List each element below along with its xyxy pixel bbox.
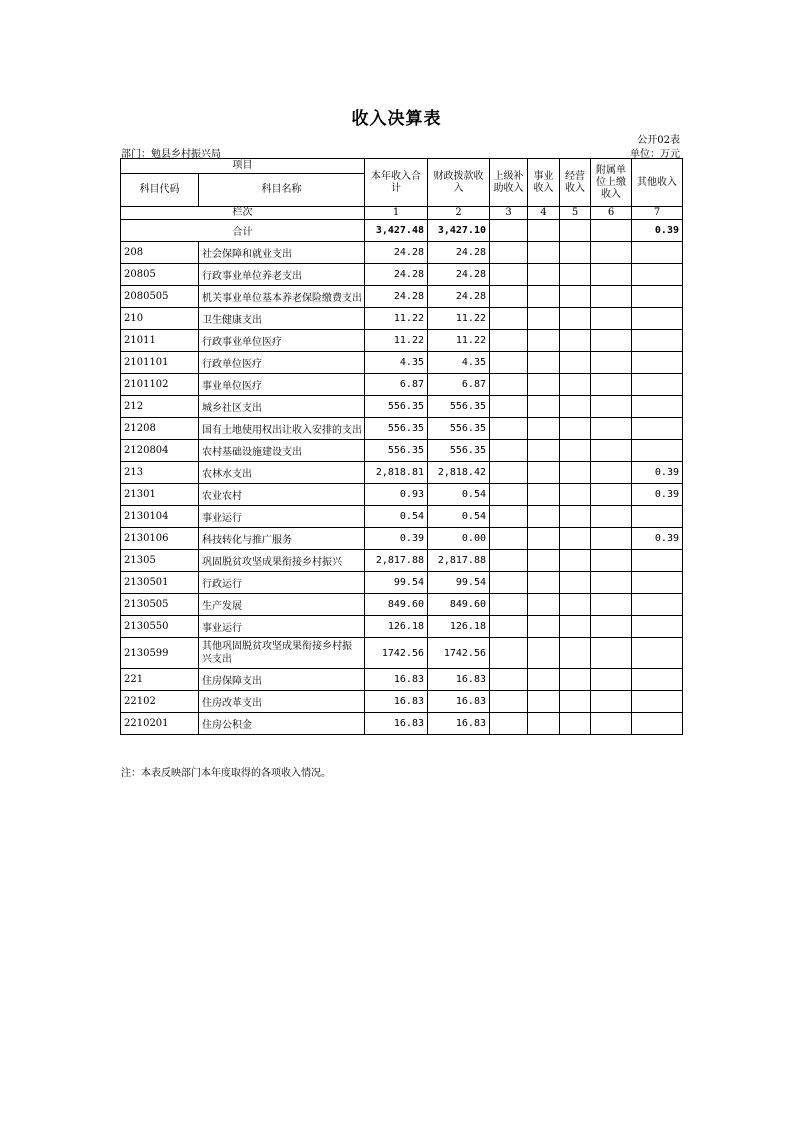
table-row xyxy=(121,528,683,550)
total-income-cell: 16.83 xyxy=(365,669,428,691)
total-label: 合计 xyxy=(121,220,365,242)
total-affiliated-cell xyxy=(591,220,632,242)
table-row xyxy=(121,352,683,374)
name-cell: 巩固脱贫攻坚成果衔接乡村振兴 xyxy=(199,550,365,572)
fiscal-cell: 0.54 xyxy=(428,484,490,506)
other-cell xyxy=(632,440,683,462)
affiliated-cell xyxy=(591,484,632,506)
department-label: 部门：勉县乡村振兴局 xyxy=(121,149,221,160)
name-cell: 事业运行 xyxy=(199,506,365,528)
business-cell xyxy=(528,286,560,308)
income-table xyxy=(120,158,683,735)
other-cell xyxy=(632,418,683,440)
total-income-cell: 126.18 xyxy=(365,616,428,638)
table-row xyxy=(121,330,683,352)
index-col: 3 xyxy=(490,207,528,220)
superior-cell xyxy=(490,462,528,484)
business-cell xyxy=(528,330,560,352)
affiliated-cell xyxy=(591,330,632,352)
fiscal-cell: 556.35 xyxy=(428,418,490,440)
total-income-cell: 16.83 xyxy=(365,691,428,713)
name-cell: 行政运行 xyxy=(199,572,365,594)
table-row xyxy=(121,374,683,396)
fiscal-cell: 24.28 xyxy=(428,286,490,308)
affiliated-cell xyxy=(591,264,632,286)
affiliated-cell xyxy=(591,506,632,528)
fiscal-cell: 24.28 xyxy=(428,264,490,286)
name-cell: 科技转化与推广服务 xyxy=(199,528,365,550)
total-income-cell: 6.87 xyxy=(365,374,428,396)
affiliated-cell xyxy=(591,286,632,308)
total-fiscal-cell: 3,427.10 xyxy=(428,220,490,242)
code-cell: 2130501 xyxy=(121,572,199,594)
name-cell: 农林水支出 xyxy=(199,462,365,484)
other-cell xyxy=(632,616,683,638)
operation-cell xyxy=(560,308,591,330)
total-income-cell: 24.28 xyxy=(365,242,428,264)
name-cell: 农村基础设施建设支出 xyxy=(199,440,365,462)
total-income-cell: 0.93 xyxy=(365,484,428,506)
header-row-1 xyxy=(121,159,683,174)
name-cell: 城乡社区支出 xyxy=(199,396,365,418)
affiliated-cell xyxy=(591,691,632,713)
fiscal-cell: 1742.56 xyxy=(428,638,490,669)
business-cell xyxy=(528,550,560,572)
code-cell: 21208 xyxy=(121,418,199,440)
other-cell xyxy=(632,308,683,330)
name-cell: 卫生健康支出 xyxy=(199,308,365,330)
name-cell: 机关事业单位基本养老保险缴费支出 xyxy=(199,286,365,308)
superior-cell xyxy=(490,506,528,528)
code-cell: 221 xyxy=(121,669,199,691)
other-cell xyxy=(632,572,683,594)
affiliated-cell xyxy=(591,713,632,735)
total-income-cell: 11.22 xyxy=(365,308,428,330)
name-cell: 行政事业单位养老支出 xyxy=(199,264,365,286)
business-cell xyxy=(528,352,560,374)
header-name: 科目名称 xyxy=(199,174,365,207)
table-row xyxy=(121,572,683,594)
table-row xyxy=(121,550,683,572)
operation-cell xyxy=(560,374,591,396)
table-row xyxy=(121,638,683,669)
code-cell: 208 xyxy=(121,242,199,264)
business-cell xyxy=(528,418,560,440)
superior-cell xyxy=(490,669,528,691)
other-cell: 0.39 xyxy=(632,528,683,550)
total-income-cell: 556.35 xyxy=(365,440,428,462)
code-cell: 213 xyxy=(121,462,199,484)
other-cell xyxy=(632,242,683,264)
table-row xyxy=(121,418,683,440)
index-col: 7 xyxy=(632,207,683,220)
total-income-cell: 1742.56 xyxy=(365,638,428,669)
other-cell xyxy=(632,669,683,691)
other-cell xyxy=(632,396,683,418)
code-cell: 2130550 xyxy=(121,616,199,638)
affiliated-cell xyxy=(591,242,632,264)
total-income-cell: 16.83 xyxy=(365,713,428,735)
superior-cell xyxy=(490,308,528,330)
fiscal-cell: 6.87 xyxy=(428,374,490,396)
operation-cell xyxy=(560,440,591,462)
total-income-cell: 11.22 xyxy=(365,330,428,352)
fiscal-cell: 4.35 xyxy=(428,352,490,374)
superior-cell xyxy=(490,264,528,286)
fiscal-cell: 99.54 xyxy=(428,572,490,594)
total-income-cell: 3,427.48 xyxy=(365,220,428,242)
name-cell: 社会保障和就业支出 xyxy=(199,242,365,264)
fiscal-cell: 2,818.42 xyxy=(428,462,490,484)
operation-cell xyxy=(560,462,591,484)
superior-cell xyxy=(490,638,528,669)
table-row xyxy=(121,506,683,528)
other-cell xyxy=(632,330,683,352)
business-cell xyxy=(528,528,560,550)
superior-cell xyxy=(490,572,528,594)
name-cell: 住房改革支出 xyxy=(199,691,365,713)
table-row xyxy=(121,462,683,484)
operation-cell xyxy=(560,669,591,691)
fiscal-cell: 2,817.88 xyxy=(428,550,490,572)
business-cell xyxy=(528,440,560,462)
operation-cell xyxy=(560,528,591,550)
total-income-cell: 556.35 xyxy=(365,396,428,418)
operation-cell xyxy=(560,691,591,713)
superior-cell xyxy=(490,374,528,396)
name-cell: 农业农村 xyxy=(199,484,365,506)
affiliated-cell xyxy=(591,374,632,396)
code-cell: 2130106 xyxy=(121,528,199,550)
other-cell xyxy=(632,638,683,669)
code-cell: 212 xyxy=(121,396,199,418)
other-cell: 0.39 xyxy=(632,462,683,484)
code-cell: 2101102 xyxy=(121,374,199,396)
superior-cell xyxy=(490,440,528,462)
total-superior-cell xyxy=(490,220,528,242)
operation-cell xyxy=(560,638,591,669)
affiliated-cell xyxy=(591,669,632,691)
code-cell: 2130505 xyxy=(121,594,199,616)
index-col: 1 xyxy=(365,207,428,220)
name-cell: 住房公积金 xyxy=(199,713,365,735)
code-cell: 2080505 xyxy=(121,286,199,308)
code-cell: 2130599 xyxy=(121,638,199,669)
superior-cell xyxy=(490,330,528,352)
operation-cell xyxy=(560,713,591,735)
header-fiscal: 财政拨款收入 xyxy=(428,159,490,207)
business-cell xyxy=(528,396,560,418)
header-operation: 经营收入 xyxy=(560,159,591,207)
header-business: 事业收入 xyxy=(528,159,560,207)
operation-cell xyxy=(560,550,591,572)
operation-cell xyxy=(560,264,591,286)
header-code: 科目代码 xyxy=(121,174,199,207)
operation-cell xyxy=(560,330,591,352)
business-cell xyxy=(528,713,560,735)
fiscal-cell: 16.83 xyxy=(428,713,490,735)
header-superior: 上级补助收入 xyxy=(490,159,528,207)
affiliated-cell xyxy=(591,396,632,418)
index-col: 5 xyxy=(560,207,591,220)
fiscal-cell: 16.83 xyxy=(428,669,490,691)
total-business-cell xyxy=(528,220,560,242)
business-cell xyxy=(528,374,560,396)
business-cell xyxy=(528,506,560,528)
superior-cell xyxy=(490,484,528,506)
fiscal-cell: 556.35 xyxy=(428,440,490,462)
fiscal-cell: 16.83 xyxy=(428,691,490,713)
affiliated-cell xyxy=(591,638,632,669)
code-cell: 21011 xyxy=(121,330,199,352)
table-row xyxy=(121,691,683,713)
code-cell: 20805 xyxy=(121,264,199,286)
superior-cell xyxy=(490,713,528,735)
footnote: 注：本表反映部门本年度取得的各项收入情况。 xyxy=(121,768,331,779)
other-cell xyxy=(632,594,683,616)
name-cell: 行政事业单位医疗 xyxy=(199,330,365,352)
other-cell xyxy=(632,691,683,713)
table-row xyxy=(121,308,683,330)
name-cell: 生产发展 xyxy=(199,594,365,616)
table-row xyxy=(121,484,683,506)
fiscal-cell: 0.00 xyxy=(428,528,490,550)
header-item: 项目 xyxy=(121,159,365,174)
code-cell: 22102 xyxy=(121,691,199,713)
other-cell xyxy=(632,352,683,374)
fiscal-cell: 126.18 xyxy=(428,616,490,638)
name-cell: 国有土地使用权出让收入安排的支出 xyxy=(199,418,365,440)
affiliated-cell xyxy=(591,352,632,374)
superior-cell xyxy=(490,594,528,616)
business-cell xyxy=(528,691,560,713)
name-cell: 事业运行 xyxy=(199,616,365,638)
name-cell: 其他巩固脱贫攻坚成果衔接乡村振兴支出 xyxy=(199,638,365,669)
name-cell: 行政单位医疗 xyxy=(199,352,365,374)
operation-cell xyxy=(560,352,591,374)
business-cell xyxy=(528,572,560,594)
table-row xyxy=(121,616,683,638)
superior-cell xyxy=(490,550,528,572)
fiscal-cell: 11.22 xyxy=(428,330,490,352)
total-income-cell: 24.28 xyxy=(365,264,428,286)
table-row xyxy=(121,396,683,418)
code-cell: 21301 xyxy=(121,484,199,506)
business-cell xyxy=(528,594,560,616)
operation-cell xyxy=(560,572,591,594)
total-other-cell: 0.39 xyxy=(632,220,683,242)
other-cell xyxy=(632,374,683,396)
operation-cell xyxy=(560,418,591,440)
business-cell xyxy=(528,308,560,330)
table-row xyxy=(121,264,683,286)
superior-cell xyxy=(490,242,528,264)
operation-cell xyxy=(560,286,591,308)
index-label: 栏次 xyxy=(121,207,365,220)
business-cell xyxy=(528,242,560,264)
affiliated-cell xyxy=(591,594,632,616)
operation-cell xyxy=(560,616,591,638)
affiliated-cell xyxy=(591,616,632,638)
code-cell: 2130104 xyxy=(121,506,199,528)
fiscal-cell: 556.35 xyxy=(428,396,490,418)
affiliated-cell xyxy=(591,440,632,462)
header-total-income: 本年收入合计 xyxy=(365,159,428,207)
total-income-cell: 2,818.81 xyxy=(365,462,428,484)
other-cell xyxy=(632,713,683,735)
business-cell xyxy=(528,462,560,484)
code-cell: 21305 xyxy=(121,550,199,572)
fiscal-cell: 0.54 xyxy=(428,506,490,528)
table-row xyxy=(121,594,683,616)
total-income-cell: 0.54 xyxy=(365,506,428,528)
fiscal-cell: 849.60 xyxy=(428,594,490,616)
total-income-cell: 0.39 xyxy=(365,528,428,550)
index-col: 4 xyxy=(528,207,560,220)
table-row xyxy=(121,286,683,308)
total-income-cell: 2,817.88 xyxy=(365,550,428,572)
superior-cell xyxy=(490,352,528,374)
affiliated-cell xyxy=(591,462,632,484)
affiliated-cell xyxy=(591,418,632,440)
other-cell xyxy=(632,286,683,308)
affiliated-cell xyxy=(591,550,632,572)
business-cell xyxy=(528,616,560,638)
total-income-cell: 99.54 xyxy=(365,572,428,594)
index-col: 2 xyxy=(428,207,490,220)
code-cell: 2101101 xyxy=(121,352,199,374)
operation-cell xyxy=(560,396,591,418)
total-row xyxy=(121,220,683,242)
code-cell: 2210201 xyxy=(121,713,199,735)
business-cell xyxy=(528,669,560,691)
name-cell: 事业单位医疗 xyxy=(199,374,365,396)
operation-cell xyxy=(560,484,591,506)
other-cell xyxy=(632,550,683,572)
business-cell xyxy=(528,638,560,669)
total-income-cell: 24.28 xyxy=(365,286,428,308)
header-affiliated: 附属单位上缴收入 xyxy=(591,159,632,207)
index-col: 6 xyxy=(591,207,632,220)
page-title: 收入决算表 xyxy=(351,109,442,129)
unit-label: 单位：万元 xyxy=(630,149,680,160)
affiliated-cell xyxy=(591,572,632,594)
superior-cell xyxy=(490,396,528,418)
table-row xyxy=(121,669,683,691)
total-income-cell: 4.35 xyxy=(365,352,428,374)
superior-cell xyxy=(490,616,528,638)
form-number: 公开02表 xyxy=(637,135,680,146)
superior-cell xyxy=(490,418,528,440)
operation-cell xyxy=(560,242,591,264)
operation-cell xyxy=(560,594,591,616)
fiscal-cell: 11.22 xyxy=(428,308,490,330)
business-cell xyxy=(528,264,560,286)
affiliated-cell xyxy=(591,308,632,330)
table-row xyxy=(121,440,683,462)
other-cell: 0.39 xyxy=(632,484,683,506)
name-cell: 住房保障支出 xyxy=(199,669,365,691)
operation-cell xyxy=(560,506,591,528)
total-income-cell: 849.60 xyxy=(365,594,428,616)
other-cell xyxy=(632,264,683,286)
superior-cell xyxy=(490,528,528,550)
code-cell: 2120804 xyxy=(121,440,199,462)
header-other: 其他收入 xyxy=(632,159,683,207)
table-row xyxy=(121,713,683,735)
total-income-cell: 556.35 xyxy=(365,418,428,440)
fiscal-cell: 24.28 xyxy=(428,242,490,264)
superior-cell xyxy=(490,286,528,308)
index-row xyxy=(121,207,683,220)
other-cell xyxy=(632,506,683,528)
superior-cell xyxy=(490,691,528,713)
affiliated-cell xyxy=(591,528,632,550)
code-cell: 210 xyxy=(121,308,199,330)
table-row xyxy=(121,242,683,264)
business-cell xyxy=(528,484,560,506)
total-operation-cell xyxy=(560,220,591,242)
